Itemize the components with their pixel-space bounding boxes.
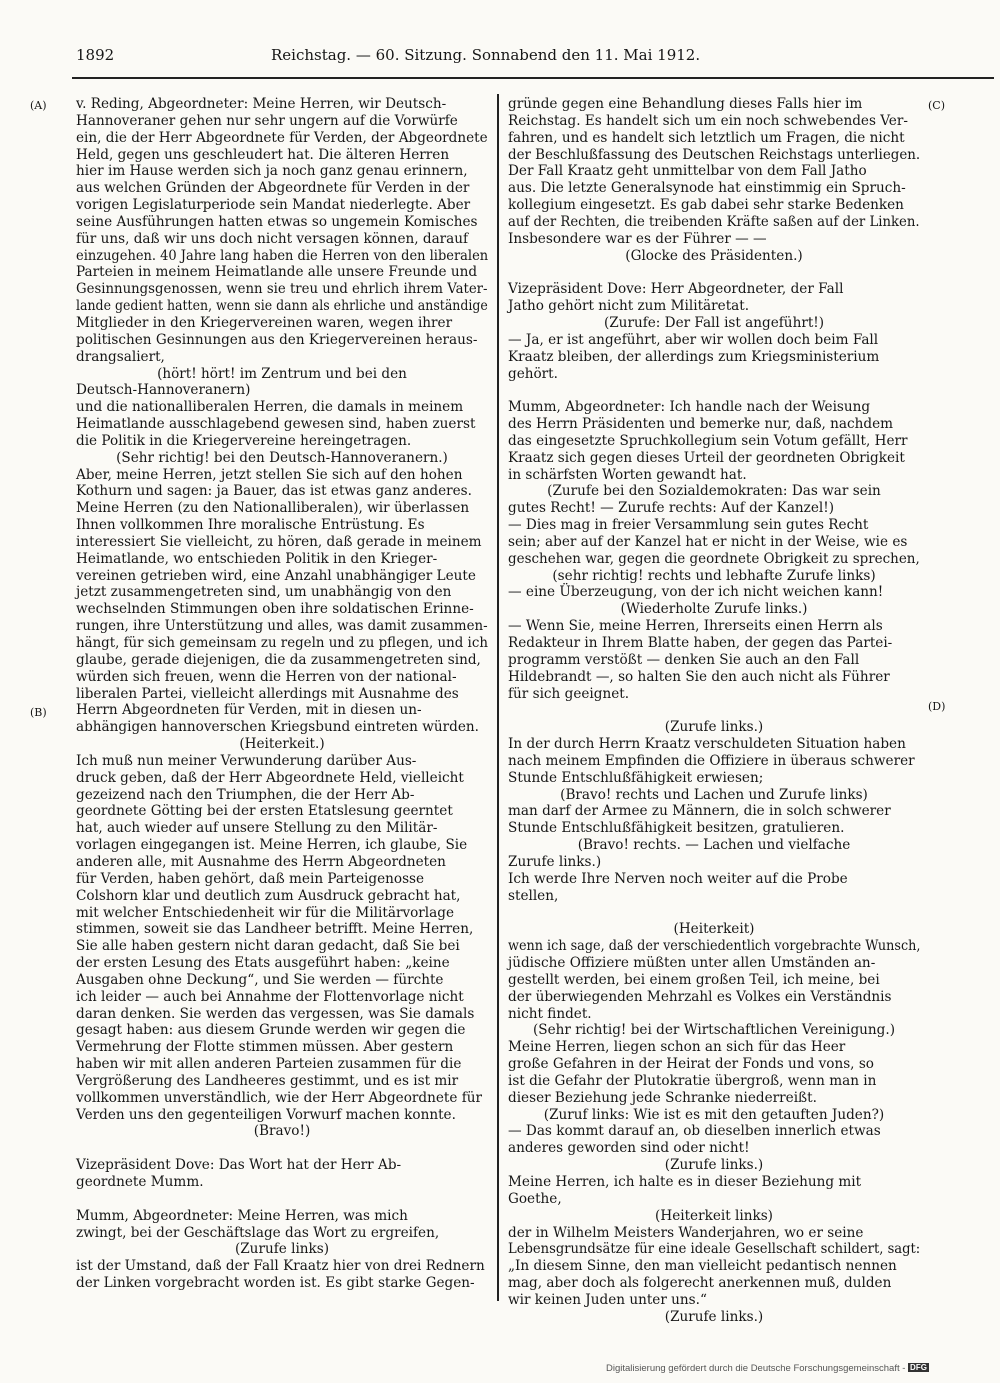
text-line: (Zurufe links.)	[664, 1308, 764, 1325]
text-line: — Das kommt darauf an, ob dieselben innerlich etwas	[508, 1123, 881, 1140]
text-line: wir keinen Juden unter uns.“	[508, 1291, 707, 1308]
text-line: programm verstößt — denken Sie auch an den Fall	[508, 651, 860, 668]
text-line: sein; aber auf der Kanzel hat er nicht in der Weise, wie es	[508, 533, 908, 550]
text-line: seine Ausführungen hatten etwas so ungemein Komisches	[76, 213, 478, 230]
text-line: Ich werde Ihre Nerven noch weiter auf die Probe	[508, 870, 848, 887]
text-line: Ich muß nun meiner Verwunderung darüber Aus-	[76, 752, 417, 769]
text-line: fahren, und es handelt sich letztlich um Fragen, die nicht	[508, 129, 905, 146]
text-line: Held, gegen uns geschleudert hat. Die älteren Herren	[76, 146, 450, 163]
text-line: jüdische Offiziere müßten unter allen Umständen an-	[508, 955, 876, 972]
text-line: Aber, meine Herren, jetzt stellen Sie sich auf den hohen	[76, 466, 463, 483]
text-line: das eingesetzte Spruchkollegium sein Votum gefällt, Herr	[508, 432, 908, 449]
text-line: Vermehrung der Flotte stimmen müssen. Aber gestern	[76, 1039, 454, 1056]
text-line: der Linken vorgebracht worden ist. Es gibt starke Gegen-	[76, 1275, 475, 1292]
text-line: gehört.	[508, 365, 558, 382]
text-line: mag, aber doch als folgerecht anerkennen muß, dulden	[508, 1275, 892, 1292]
text-line: ist der Umstand, daß der Fall Kraatz hier von drei Rednern	[76, 1258, 485, 1275]
text-line: für Verden, haben gehört, daß mein Parteigenosse	[76, 870, 425, 887]
text-line: Redakteur in Ihrem Blatte haben, der gegen das Partei-	[508, 635, 893, 651]
text-line: für sich geeignet.	[508, 685, 630, 702]
text-line: geordnete Mumm.	[76, 1174, 204, 1190]
text-line: stimmen, soweit sie das Landheer betrifft. Meine Herren,	[76, 921, 474, 938]
text-line: gründe gegen eine Behandlung dieses Falls hier im	[508, 96, 863, 112]
text-line: Goethe,	[508, 1190, 562, 1207]
right-column	[508, 96, 920, 1326]
text-line: (Heiterkeit links)	[655, 1207, 773, 1224]
text-line: (Zurufe bei den Sozialdemokraten: Das war sein	[547, 483, 881, 500]
text-line: Reichstag. Es handelt sich um ein noch schwebendes Ver-	[508, 112, 908, 129]
text-line: dieser Beziehung jede Schranke niederreißt.	[508, 1089, 817, 1106]
text-line: (Bravo! rechts. — Lachen und vielfache	[577, 837, 851, 854]
text-line: (Glocke des Präsidenten.)	[625, 247, 803, 264]
text-line: Meine Herren, ich halte es in dieser Beziehung mit	[508, 1174, 862, 1190]
text-line	[76, 1140, 488, 1157]
page-number: 1892	[76, 46, 115, 64]
text-line: würden sich freuen, wenn die Herren von der national-	[76, 668, 457, 685]
text-line: auf der Rechten, die treibenden Kräfte saßen auf der Linken.	[508, 213, 920, 230]
text-line: Insbesondere war es der Führer — —	[508, 230, 767, 247]
text-line: glaube, gerade diejenigen, die da zusammengetreten sind,	[76, 651, 481, 668]
text-line: (Wiederholte Zurufe links.)	[620, 601, 808, 618]
text-line: (Bravo! rechts und Lachen und Zurufe links)	[560, 786, 868, 803]
text-line: des Herrn Präsidenten und bemerke nur, daß, nachdem	[508, 416, 894, 433]
text-line: Der Fall Kraatz geht unmittelbar von dem Fall Jatho	[508, 163, 867, 180]
text-line: Jatho gehört nicht zum Militäretat.	[508, 298, 750, 315]
text-line: hängt, für sich gemeinsam zu regeln und zu pflegen, und ich	[76, 635, 488, 651]
text-line: Verden uns den gegenteiligen Vorwurf machen konnte.	[76, 1106, 456, 1123]
text-line: Kothurn und sagen: ja Bauer, das ist etwas ganz anderes.	[76, 483, 472, 500]
text-line: aus welchen Gründen der Abgeordnete für Verden in der	[76, 180, 470, 197]
text-line: liberalen Partei, vielleicht allerdings mit Ausnahme des	[76, 685, 459, 702]
text-line: anderen alle, mit Ausnahme des Herrn Abgeordneten	[76, 853, 446, 870]
text-line	[508, 905, 920, 922]
text-line: v. Reding, Abgeordneter: Meine Herren, wir Deutsch-	[76, 96, 447, 112]
text-line: kollegium eingesetzt. Es gab dabei sehr starke Bedenken	[508, 197, 904, 214]
text-line: Deutsch-Hannoveranern)	[76, 382, 251, 399]
text-line: hier im Hause werden sich ja noch ganz genau erinnern,	[76, 163, 468, 180]
text-line: Sie alle haben gestern nicht daran gedacht, daß Sie bei	[76, 938, 460, 955]
text-line: Mitglieder in den Kriegervereinen waren, wegen ihrer	[76, 314, 453, 331]
text-line: (hört! hört! im Zentrum und bei den	[157, 365, 407, 382]
text-line: Herrn Abgeordneten für Verden, mit in diesen un-	[76, 702, 422, 719]
text-line: für uns, daß wir uns doch nicht versagen können, darauf	[76, 230, 469, 247]
text-line: Gesinnungsgenossen, wenn sie treu und ehrlich ihrem Vater-	[76, 281, 488, 298]
text-line: (Zuruf links: Wie ist es mit den getauften Juden?)	[543, 1106, 885, 1123]
text-line: druck geben, daß der Herr Abgeordnete Held, vielleicht	[76, 769, 464, 786]
margin-mark-d: (D)	[928, 700, 946, 713]
text-line: große Gefahren in der Heirat der Fonds und vons, so	[508, 1056, 874, 1073]
text-line: einzugehen. 40 Jahre lang haben die Herren von den liberalen	[76, 247, 489, 264]
page-header	[76, 46, 990, 76]
text-line: Hannoveraner gehen nur sehr ungern auf die Vorwürfe	[76, 112, 458, 129]
text-line: Mumm, Abgeordneter: Ich handle nach der Weisung	[508, 399, 871, 416]
text-line	[508, 264, 920, 281]
text-line: — Ja, er ist angeführt, aber wir wollen doch beim Fall	[508, 331, 879, 348]
text-line: jetzt zusammengetreten sind, um unabhängig von den	[76, 584, 452, 601]
text-line: nach meinem Empfinden die Offiziere in überaus schwerer	[508, 752, 915, 769]
text-line: (Zurufe links.)	[664, 719, 764, 736]
text-line: Mumm, Abgeordneter: Meine Herren, was mich	[76, 1207, 408, 1224]
text-line: stellen,	[508, 887, 559, 904]
text-line: Heimatlande, wo entschieden Politik in den Krieger-	[76, 550, 438, 567]
text-line: ein, die der Herr Abgeordnete für Verden, der Abgeordnete	[76, 129, 488, 146]
text-line: — eine Überzeugung, von der ich nicht weichen kann!	[508, 584, 884, 601]
text-line: Hildebrandt —, so halten Sie den auch nicht als Führer	[508, 668, 890, 685]
margin-mark-a: (A)	[30, 99, 47, 112]
text-line: Lebensgrundsätze für eine ideale Gesellschaft schildert, sagt:	[508, 1241, 921, 1258]
text-line: (Zurufe links)	[234, 1241, 330, 1258]
text-line: vorigen Legislaturperiode sein Mandat niederlegte. Aber	[76, 197, 471, 214]
header-rule	[72, 77, 994, 79]
text-line: zwingt, bei der Geschäftslage das Wort zu ergreifen,	[76, 1224, 440, 1241]
running-title: Reichstag. — 60. Sitzung. Sonnabend den 11. Mai 1912.	[271, 46, 701, 64]
text-line: (sehr richtig! rechts und lebhafte Zurufe links)	[552, 567, 876, 584]
text-line: wechselnden Stimmungen oben ihre soldatischen Erinne-	[76, 601, 474, 618]
text-line: und die nationalliberalen Herren, die damals in meinem	[76, 399, 464, 416]
text-line: der ersten Lesung des Etats ausgeführt haben: „keine	[76, 955, 450, 972]
text-line: ist die Gefahr der Plutokratie übergroß, wenn man in	[508, 1072, 877, 1089]
text-line: man darf der Armee zu Männern, die in solch schwerer	[508, 803, 891, 820]
text-line: abhängigen hannoverschen Kriegsbund eintreten würden.	[76, 719, 479, 736]
text-line: Vergrößerung des Landheeres gestimmt, und es ist mir	[76, 1072, 459, 1089]
margin-mark-c: (C)	[928, 99, 945, 112]
column-divider	[497, 94, 499, 1301]
text-line: (Zurufe: Der Fall ist angeführt!)	[603, 314, 825, 331]
text-line	[508, 382, 920, 399]
text-line: Heimatlande ausschlagebend gewesen sind, haben zuerst	[76, 416, 476, 433]
text-line: Vizepräsident Dove: Herr Abgeordneter, der Fall	[508, 281, 844, 298]
text-line: Kraatz bleiben, der allerdings zum Kriegsministerium	[508, 348, 880, 365]
text-line: mit welcher Entschiedenheit wir für die Militärvorlage	[76, 904, 455, 921]
text-line: ich leider — auch bei Annahme der Flottenvorlage nicht	[76, 988, 464, 1005]
footer-credit	[606, 1363, 929, 1374]
text-line: Meine Herren, liegen schon an sich für das Heer	[508, 1039, 846, 1056]
text-line: In der durch Herrn Kraatz verschuldeten Situation haben	[508, 736, 906, 753]
text-line: gesagt haben: aus diesem Grunde werden wir gegen die	[76, 1022, 466, 1039]
text-line: (Bravo!)	[253, 1123, 311, 1140]
text-line: hat, auch wieder auf unsere Stellung zu den Militär-	[76, 820, 438, 837]
text-line: gutes Recht! — Zurufe rechts: Auf der Kanzel!)	[508, 500, 834, 517]
text-line: drangsaliert,	[76, 348, 165, 365]
text-line: vorlagen eingegangen ist. Meine Herren, ich glaube, Sie	[76, 837, 468, 854]
text-line: (Sehr richtig! bei der Wirtschaftlichen Vereinigung.)	[532, 1022, 896, 1039]
text-line: Zurufe links.)	[508, 853, 602, 870]
text-line: aus. Die letzte Generalsynode hat einstimmig ein Spruch-	[508, 180, 906, 197]
text-line: politischen Gesinnungen aus den Kriegervereinen heraus-	[76, 331, 478, 348]
dfg-logo: DFG	[910, 1363, 927, 1372]
footer-text: Digitalisierung gefördert durch die Deutsche Forschungsgemeinschaft -	[606, 1363, 906, 1374]
text-line: in schärfsten Worten gewandt hat.	[508, 466, 747, 483]
text-line	[76, 1191, 488, 1208]
text-line: geordnete Götting bei der ersten Etatslesung geerntet	[76, 803, 453, 820]
text-line: — Wenn Sie, meine Herren, Ihrerseits einen Herrn als	[508, 618, 883, 635]
text-line: (Sehr richtig! bei den Deutsch-Hannoveranern.)	[116, 449, 448, 466]
text-line: (Heiterkeit)	[673, 921, 755, 938]
text-line: die Politik in die Kriegervereine hereingetragen.	[76, 432, 412, 449]
text-line: Parteien in meinem Heimatlande alle unsere Freunde und	[76, 264, 478, 281]
text-line: vereinen getrieben wird, eine Anzahl unabhängiger Leute	[76, 567, 476, 584]
text-line: Ausgaben ohne Deckung“, und Sie werden — fürchte	[76, 971, 444, 988]
text-line: der überwiegenden Mehrzahl es Volkes ein Verständnis	[508, 988, 892, 1005]
text-line: Colshorn klar und deutlich zum Ausdruck gebracht hat,	[76, 887, 461, 904]
text-line: daran denken. Sie werden das vergessen, was Sie damals	[76, 1005, 475, 1022]
text-line: der Beschlußfassung des Deutschen Reichstags unterliegen.	[508, 146, 921, 163]
text-line: (Heiterkeit.)	[239, 736, 325, 753]
text-line: nicht findet.	[508, 1005, 592, 1022]
text-line: wenn ich sage, daß der verschiedentlich vorgebrachte Wunsch,	[508, 938, 921, 955]
text-line: Kraatz sich gegen dieses Urteil der geordneten Obrigkeit	[508, 449, 905, 466]
text-line: Stunde Entschlußfähigkeit besitzen, gratulieren.	[508, 820, 845, 837]
text-line: (Zurufe links.)	[664, 1157, 764, 1174]
left-column	[76, 96, 488, 1292]
text-line: Ihnen vollkommen Ihre moralische Entrüstung. Es	[76, 517, 425, 534]
text-line: Meine Herren (zu den Nationalliberalen), wir überlassen	[76, 500, 470, 517]
text-line: Stunde Entschlußfähigkeit erwiesen;	[508, 769, 764, 786]
text-line: anderes geworden sind oder nicht!	[508, 1140, 750, 1157]
text-line: gezeizend nach den Triumphen, die der Herr Ab-	[76, 786, 415, 803]
text-line: vollkommen unverständlich, wie der Herr Abgeordnete für	[76, 1089, 483, 1106]
margin-mark-b: (B)	[30, 706, 47, 719]
text-line: — Dies mag in freier Versammlung sein gutes Recht	[508, 517, 869, 534]
text-line: gestellt werden, bei einem großen Teil, ich meine, bei	[508, 971, 880, 988]
text-line: rungen, ihre Unterstützung und alles, was damit zusammen-	[76, 618, 488, 635]
text-line: „In diesem Sinne, den man vielleicht pedantisch nennen	[508, 1258, 897, 1275]
text-line: lande gedient hatten, wenn sie dann als ehrliche und anständige	[76, 298, 488, 315]
text-line: der in Wilhelm Meisters Wanderjahren, wo er seine	[508, 1224, 864, 1241]
text-line: geschehen war, gegen die geordnete Obrigkeit zu sprechen,	[508, 550, 920, 567]
text-line: Vizepräsident Dove: Das Wort hat der Herr Ab-	[76, 1157, 402, 1174]
text-line: haben wir mit allen anderen Parteien zusammen für die	[76, 1056, 462, 1073]
text-line	[508, 702, 920, 719]
text-line: interessiert Sie vielleicht, zu hören, daß gerade in meinem	[76, 533, 482, 550]
